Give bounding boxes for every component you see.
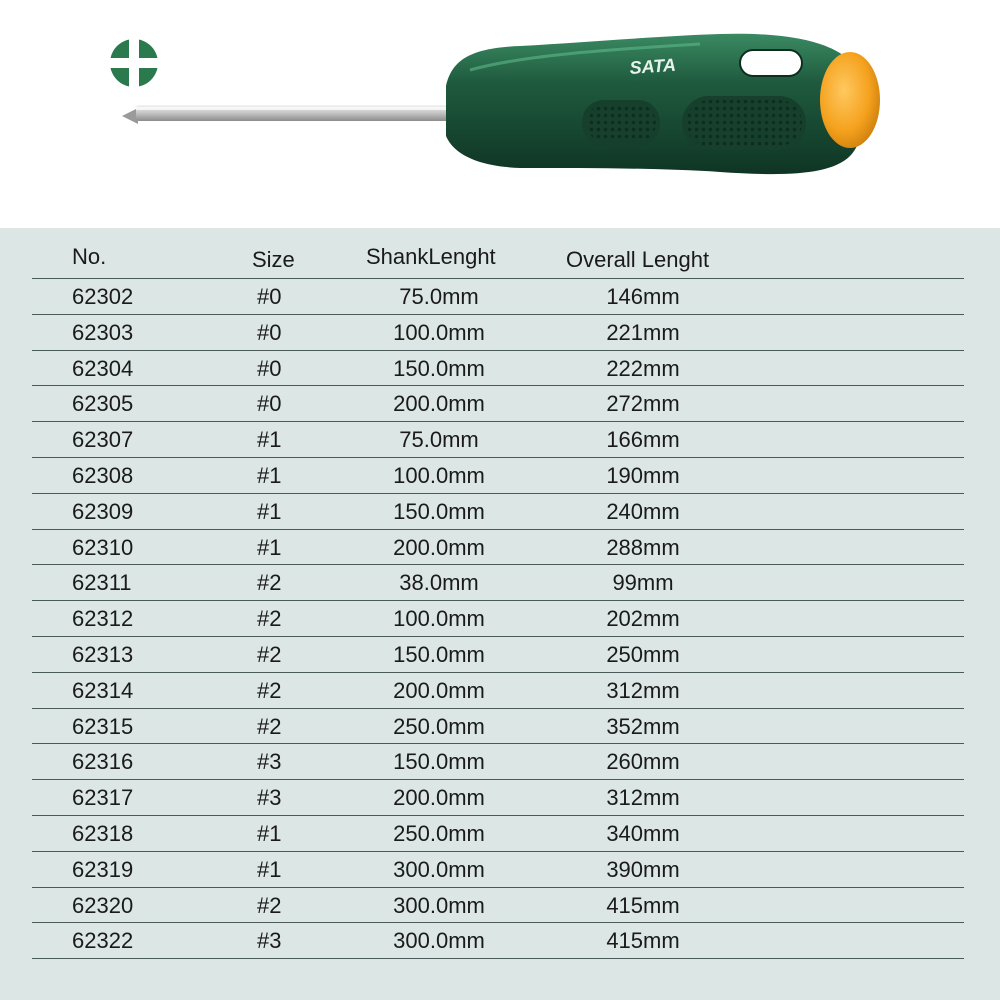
cell-no: 62322 — [72, 928, 134, 954]
cell-size: #1 — [257, 463, 282, 488]
cell-shank-length: 75.0mm — [399, 427, 479, 453]
cell-no: 62311 — [72, 570, 132, 596]
cell-no: 62308 — [72, 463, 134, 488]
cell-overall-length: 221mm — [606, 319, 680, 345]
row-divider — [32, 672, 964, 673]
cell-size: #0 — [257, 391, 282, 417]
cell-no: 62312 — [72, 606, 134, 632]
cell-shank-length: 150.0mm — [393, 355, 485, 381]
cell-size: #2 — [257, 642, 282, 667]
cell-shank-length: 300.0mm — [393, 928, 485, 954]
cell-overall-length: 166mm — [606, 427, 680, 453]
cell-shank-length: 100.0mm — [393, 606, 485, 632]
cell-size: #1 — [257, 856, 282, 882]
cell-shank-length: 38.0mm — [399, 570, 479, 596]
cell-size: #3 — [257, 749, 282, 775]
cell-shank-length: 200.0mm — [393, 534, 485, 560]
cell-shank-length: 75.0mm — [399, 284, 479, 309]
row-divider — [32, 493, 964, 494]
cell-no: 62305 — [72, 391, 134, 417]
row-divider — [32, 421, 964, 422]
cell-no: 62313 — [72, 642, 134, 667]
cell-no: 62319 — [72, 856, 134, 882]
row-divider — [32, 457, 964, 458]
cell-size: #2 — [257, 606, 282, 632]
product-image-area — [0, 0, 1000, 228]
phillips-cross-icon — [110, 39, 158, 87]
screwdriver-handle — [446, 34, 866, 174]
cell-overall-length: 250mm — [606, 642, 680, 667]
cell-no: 62310 — [72, 534, 134, 560]
cell-no: 62303 — [72, 319, 134, 345]
cell-no: 62314 — [72, 677, 134, 703]
cell-no: 62304 — [72, 355, 134, 381]
cell-no: 62318 — [72, 821, 134, 846]
cell-shank-length: 100.0mm — [393, 463, 485, 488]
cell-size: #3 — [257, 785, 282, 811]
cell-overall-length: 146mm — [606, 284, 680, 309]
screwdriver-illustration — [0, 0, 1000, 228]
cell-size: #1 — [257, 821, 282, 846]
sata-logo: SATA — [628, 54, 677, 78]
cell-overall-length: 390mm — [606, 856, 680, 882]
cell-size: #2 — [257, 677, 282, 703]
cell-overall-length: 415mm — [606, 892, 680, 918]
cell-overall-length: 312mm — [606, 785, 680, 811]
cell-overall-length: 190mm — [606, 463, 680, 488]
row-divider — [32, 350, 964, 351]
cell-overall-length: 352mm — [606, 713, 680, 739]
cell-size: #0 — [257, 355, 282, 381]
row-divider — [32, 743, 964, 744]
header-size: Size — [252, 247, 295, 272]
cell-overall-length: 415mm — [606, 928, 680, 954]
cell-overall-length: 272mm — [606, 391, 680, 417]
cell-overall-length: 340mm — [606, 821, 680, 846]
row-divider — [32, 385, 964, 386]
cell-overall-length: 312mm — [606, 677, 680, 703]
row-divider — [32, 851, 964, 852]
cell-overall-length: 260mm — [606, 749, 680, 775]
cell-shank-length: 250.0mm — [393, 821, 485, 846]
cell-size: #0 — [257, 284, 282, 309]
cell-size: #1 — [257, 534, 282, 560]
cell-overall-length: 288mm — [606, 534, 680, 560]
cell-shank-length: 150.0mm — [393, 642, 485, 667]
row-divider — [32, 314, 964, 315]
screwdriver-shaft — [122, 105, 454, 124]
cell-no: 62307 — [72, 427, 134, 453]
cell-shank-length: 250.0mm — [393, 713, 485, 739]
handle-end-cap — [820, 52, 880, 148]
row-divider — [32, 278, 964, 279]
cell-size: #1 — [257, 427, 282, 453]
cell-no: 62317 — [72, 785, 134, 811]
cell-size: #3 — [257, 928, 282, 954]
spec-table — [0, 228, 1000, 1000]
header-no: No. — [72, 244, 107, 269]
cell-size: #2 — [257, 892, 282, 918]
row-divider — [32, 779, 964, 780]
cell-overall-length: 240mm — [606, 498, 680, 524]
cell-no: 62316 — [72, 749, 134, 775]
cell-shank-length: 200.0mm — [393, 391, 485, 417]
cell-shank-length: 300.0mm — [393, 856, 485, 882]
row-divider — [32, 564, 964, 565]
cell-no: 62315 — [72, 713, 134, 739]
row-divider — [32, 600, 964, 601]
header-shank-length: ShankLenght — [366, 244, 496, 269]
row-divider — [32, 636, 964, 637]
cell-overall-length: 222mm — [606, 355, 680, 381]
cell-shank-length: 200.0mm — [393, 785, 485, 811]
row-divider — [32, 529, 964, 530]
cell-no: 62302 — [72, 284, 134, 309]
header-overall-length: Overall Lenght — [566, 247, 710, 272]
cell-size: #1 — [257, 498, 282, 524]
cell-shank-length: 150.0mm — [393, 498, 485, 524]
row-divider — [32, 958, 964, 959]
row-divider — [32, 922, 964, 923]
row-divider — [32, 708, 964, 709]
cell-overall-length: 99mm — [612, 570, 674, 596]
cell-no: 62320 — [72, 892, 134, 918]
cell-shank-length: 200.0mm — [393, 677, 485, 703]
cell-shank-length: 100.0mm — [393, 319, 485, 345]
cell-size: #2 — [257, 713, 282, 739]
cell-no: 62309 — [72, 498, 134, 524]
cell-shank-length: 150.0mm — [393, 749, 485, 775]
cell-shank-length: 300.0mm — [393, 892, 485, 918]
row-divider — [32, 887, 964, 888]
row-divider — [32, 815, 964, 816]
cell-size: #2 — [257, 570, 282, 596]
cell-size: #0 — [257, 319, 282, 345]
cell-overall-length: 202mm — [606, 606, 680, 632]
